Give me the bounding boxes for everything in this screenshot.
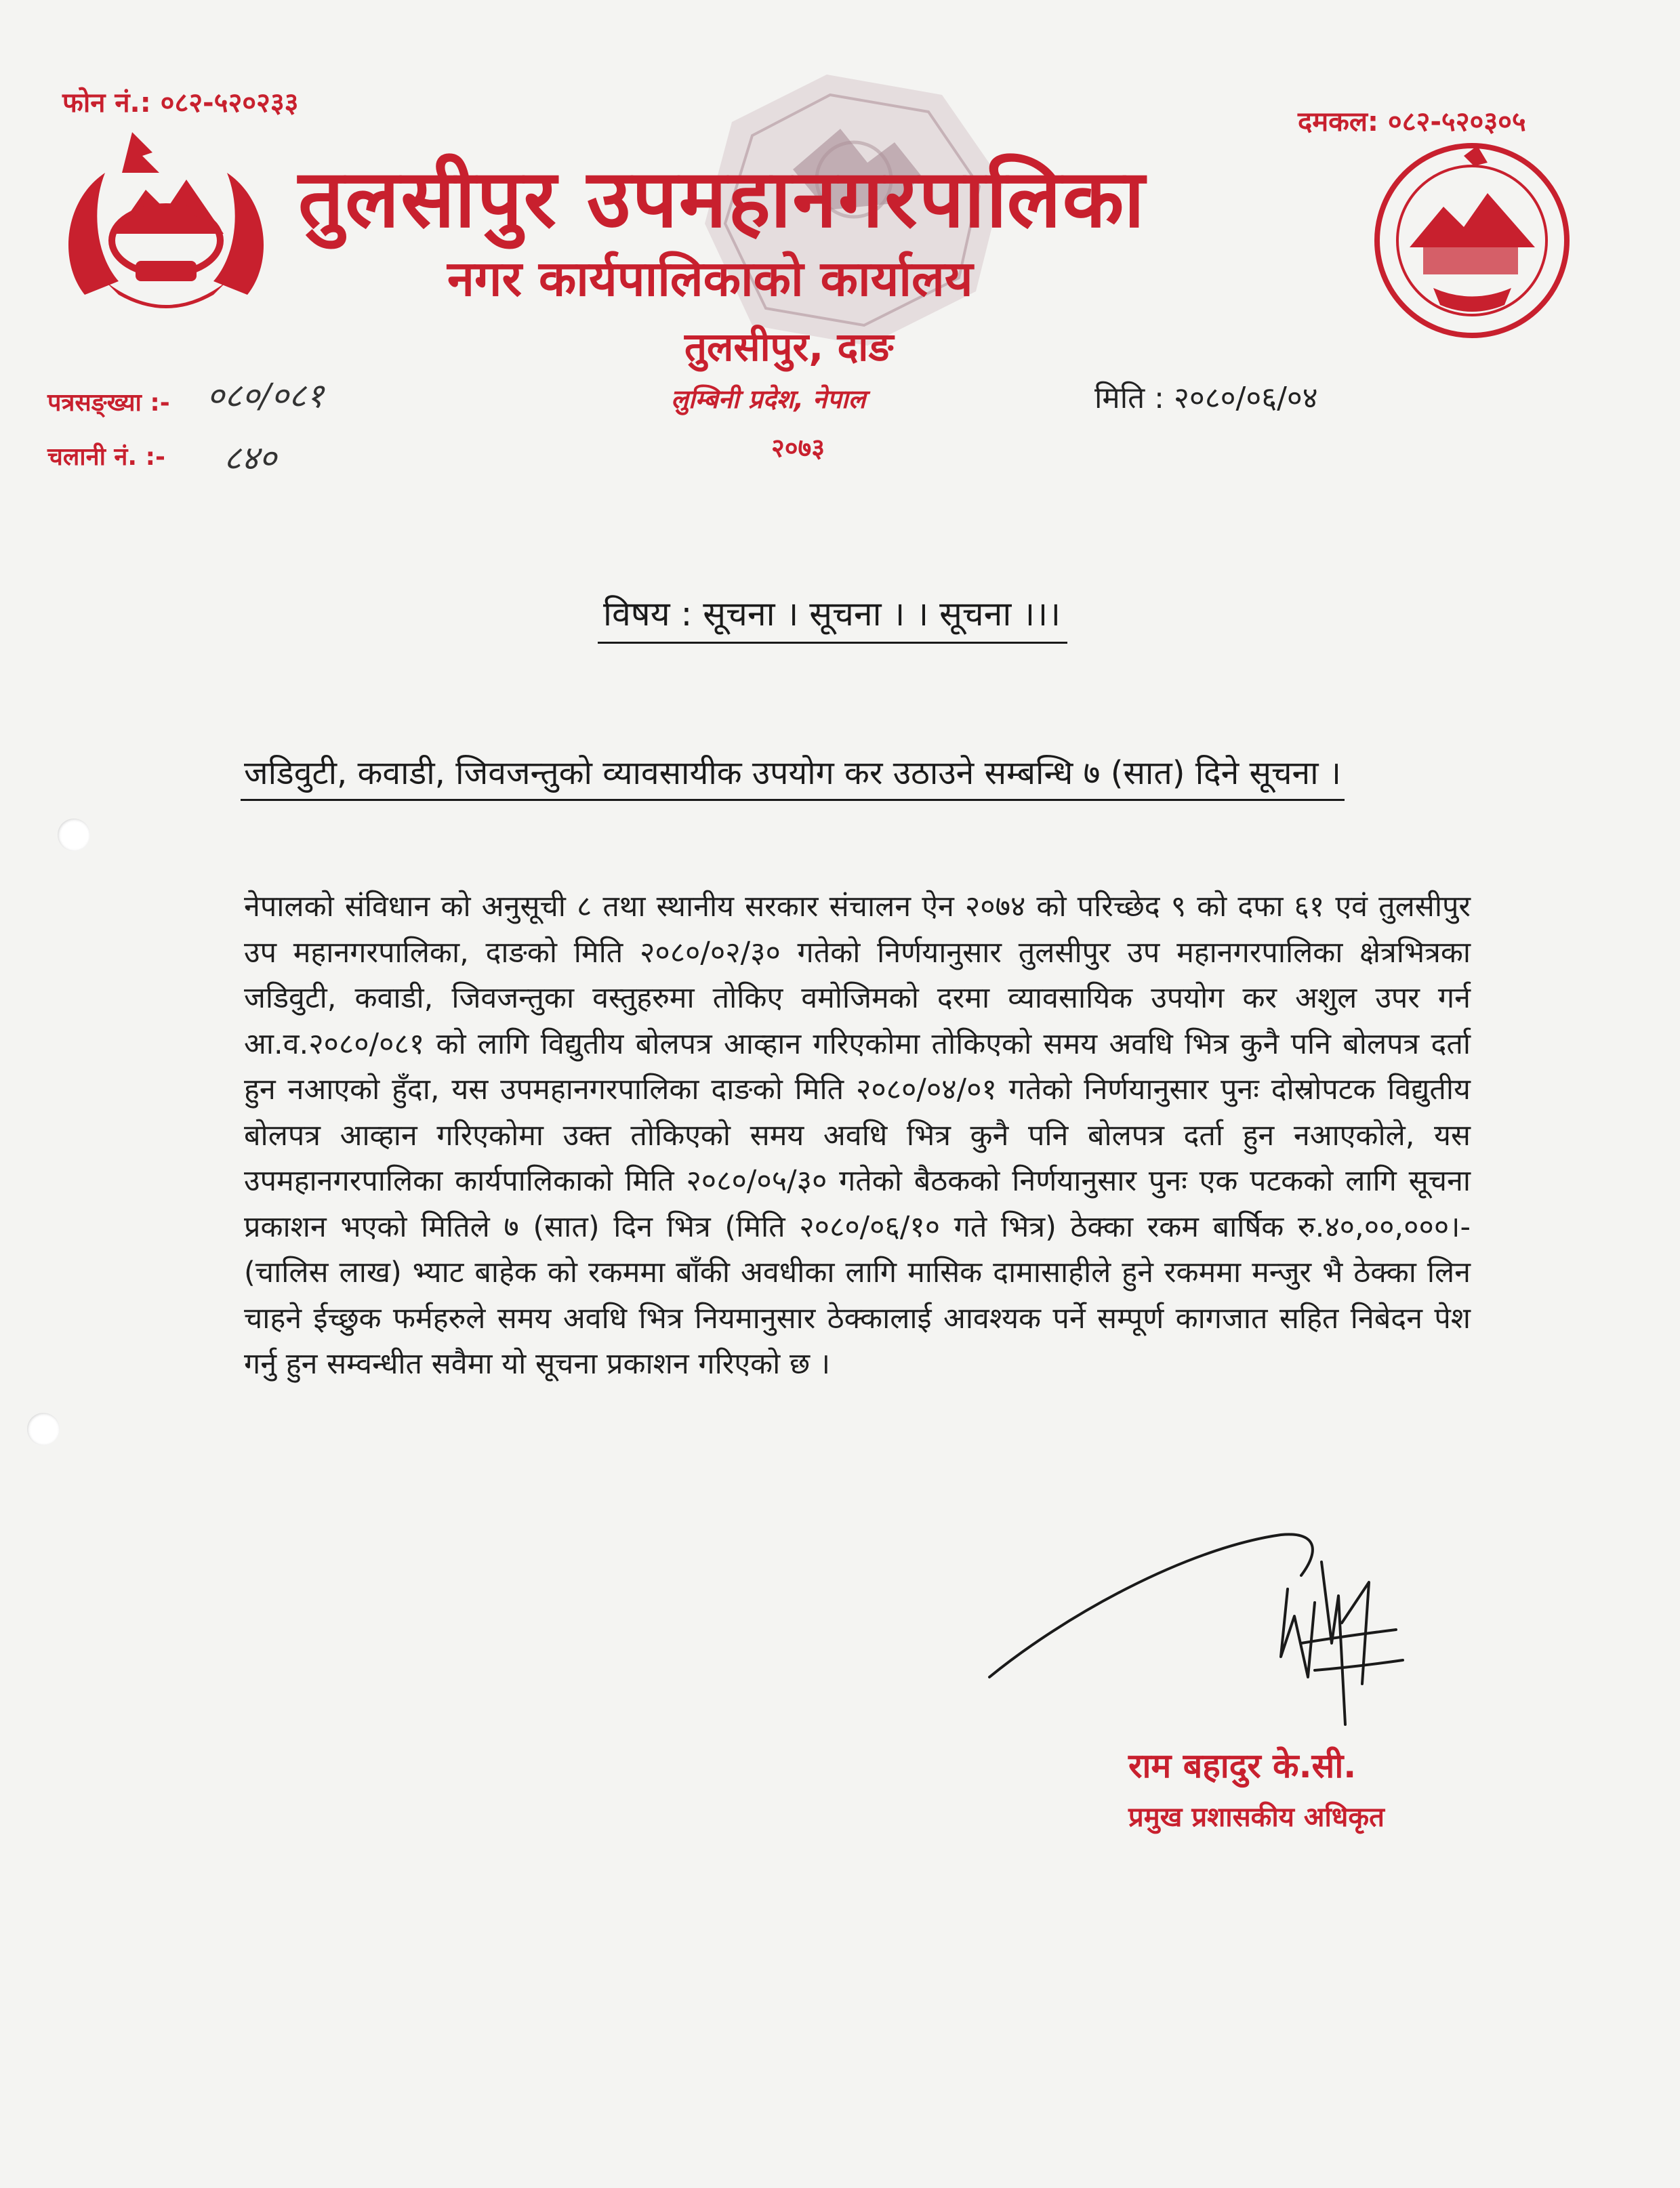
fire-brigade-number: दमकल: ०८२-५२०३०५ xyxy=(1298,106,1526,138)
office-title: तुलसीपुर उपमहानगरपालिका xyxy=(298,152,1146,245)
letter-date: मिति : २०८०/०६/०४ xyxy=(1094,381,1318,415)
subject-line: विषय : सूचना । सूचना । । सूचना ।।। xyxy=(603,590,1061,636)
dispatch-number-value: ८४० xyxy=(224,438,276,478)
punch-hole xyxy=(27,1413,60,1445)
letter-number-label: पत्रसङ्ख्या :- xyxy=(47,389,170,417)
municipality-logo-icon xyxy=(1369,132,1576,356)
dispatch-number-label: चलानी नं. :- xyxy=(47,443,165,471)
notice-heading: जडिवुटी, कवाडी, जिवजन्तुको व्यावसायीक उपयोग कर उठाउने सम्बन्धि ७ (सात) दिने सूचना । xyxy=(244,750,1341,794)
office-year: २०७३ xyxy=(771,433,825,463)
phone-number-left: फोन नं.: ०८२-५२०२३३ xyxy=(62,87,299,119)
nepal-government-emblem-icon xyxy=(58,125,274,329)
signatory-name: राम बहादुर के.सी. xyxy=(1128,1746,1357,1786)
punch-hole xyxy=(58,819,90,851)
office-province: लुम्बिनी प्रदेश, नेपाल xyxy=(671,384,866,414)
letter-number-value: ०८०/०८१ xyxy=(207,376,324,415)
handwritten-signature-icon xyxy=(962,1521,1437,1738)
signatory-title: प्रमुख प्रशासकीय अधिकृत xyxy=(1128,1802,1385,1833)
notice-body: नेपालको संविधान को अनुसूची ८ तथा स्थानीय सरकार संचालन ऐन २०७४ को परिच्छेद ९ को दफा ६१ एवं तुलसीपुर उप महानगरपालिका, दाङको मिति २०८०/०२/३० गतेको निर्णयानुसार तुलसीपुर उप महानगरपालिका क्षेत्रभित्रका जडिवुटी, कवाडी, जिवजन्तुका वस्तुहरुमा तोकिए वमोजिमको दरमा व्यावसायिक उपयोग कर अशुल उपर गर्न आ.व.२०८०/०८१ को लागि विद्युतीय बोलपत्र आव्हान गरिएकोमा तोकिएको समय अवधि भित्र कुनै पनि बोलपत्र दर्ता हुन नआएको हुँदा, यस उपमहानगरपालिका दाङको मिति २०८०/०४/०१ गतेको निर्णयानुसार पुनः दोस्रोपटक विद्युतीय बोलपत्र आव्हान गरिएकोमा उक्त तोकिएको समय अवधि भित्र कुनै पनि बोलपत्र दर्ता हुन नआएकोले, यस उपमहानगरपालिका कार्यपालिकाको मिति २०८०/०५/३० गतेको बैठकको निर्णयानुसार पुनः एक पटकको लागि सूचना प्रकाशन भएको मितिले ७ (सात) दिन भित्र (मिति २०८०/०६/१० गते भित्र) ठेक्का रकम बार्षिक रु.४०,००,०००।- (चालिस लाख) भ्याट बाहेक को रकममा बाँकी अवधीका लागि मासिक दामासाहीले हुने रकममा मन्जुर भै ठेक्का लिन चाहने ईच्छुक फर्महरुले समय अवधि भित्र नियमानुसार ठेक्कालाई आवश्यक पर्ने सम्पूर्ण कागजात सहित निबेदन पेश गर्नु हुन सम्वन्धीत सवैमा यो सूचना प्रकाशन गरिएको छ । xyxy=(244,890,1471,1381)
office-subtitle: नगर कार्यपालिकाको कार्यालय xyxy=(447,250,973,307)
office-city: तुलसीपुर, दाङ xyxy=(684,324,894,370)
